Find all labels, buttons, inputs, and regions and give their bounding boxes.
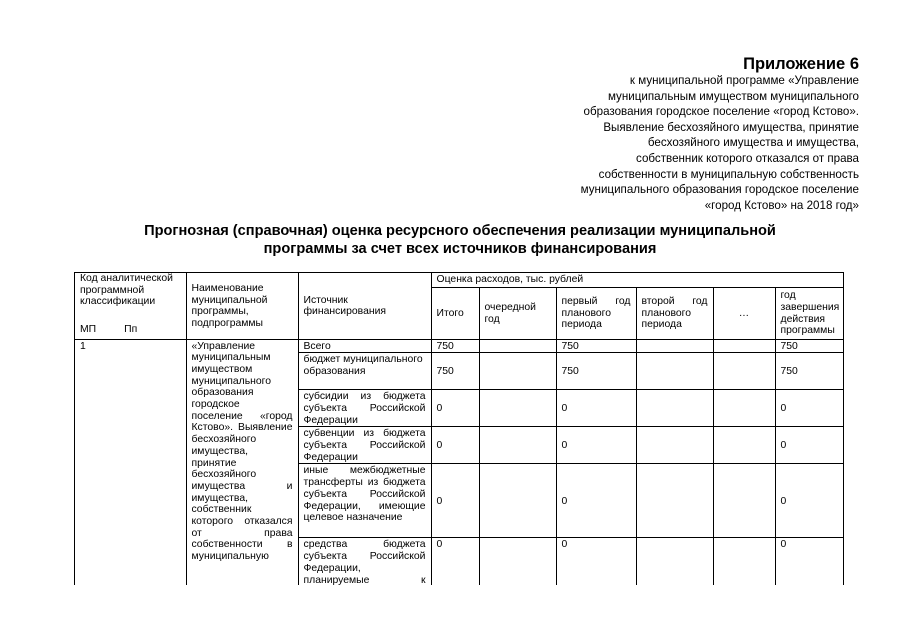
header-second-year: второй год планового периода [636,287,713,339]
value-second-year [636,353,713,390]
header-total: Итого [431,287,479,339]
value-first-year: 750 [556,339,636,353]
row-code: 1 [75,339,186,585]
resource-estimate-table [74,272,844,585]
subtitle-line: Выявление бесхозяйного имущества, принятие [603,120,859,134]
subtitle-line: собственности в муниципальную собственность [598,167,859,181]
value-second-year [636,339,713,353]
value-extra [713,464,775,538]
value-next-year [479,339,556,353]
heading-line: Прогнозная (справочная) оценка ресурсного обеспечения реализации муниципальной [144,223,776,239]
header-code-cell [75,273,186,339]
value-next-year [479,538,556,585]
value-next-year [479,390,556,427]
subtitle-line: к муниципальной программе «Управление [629,74,859,87]
header-next-year: очередной год [479,287,556,339]
value-total: 0 [431,390,479,427]
value-next-year [479,353,556,390]
subtitle-line: муниципального образования городское поселение [580,183,859,197]
value-total: 0 [431,538,479,585]
value-extra [713,339,775,353]
program-name: «Управление муниципальным имуществом муниципального образования городское поселение «город Кстово». Выявление бесхозяйного имущества, принятие бесхозяйного имущества и имущества, собственник которого отказался от права собственности в муниципальную [186,339,298,585]
value-total: 0 [431,464,479,538]
subtitle-line: собственник которого отказался от права [636,151,859,165]
value-next-year [479,464,556,538]
source-cell: субсидии из бюджета субъекта Российской Федерации [298,390,431,427]
appendix-title: Приложение 6 [743,55,859,73]
header-name: Наименование муниципальной программы, подпрограммы [186,273,298,339]
source-cell: Всего [298,339,431,353]
value-next-year [479,427,556,464]
subtitle-line: «город Кстово» на 2018 год» [704,198,859,212]
header-first-year: первый год планового периода [556,287,636,339]
subtitle-line: муниципальным имуществом муниципального [607,89,859,103]
value-final-year: 750 [775,353,843,390]
document-heading [80,222,840,258]
value-extra [713,353,775,390]
source-cell: бюджет муниципального образования [298,353,431,390]
header-source: Источник финансирования [298,273,431,339]
table-row [75,339,843,353]
value-extra [713,390,775,427]
value-final-year: 0 [775,427,843,464]
value-second-year [636,390,713,427]
value-final-year: 0 [775,538,843,585]
source-cell: субвенции из бюджета субъекта Российской Федерации [298,427,431,464]
value-final-year: 750 [775,339,843,353]
value-second-year [636,427,713,464]
source-cell: средства бюджета субъекта Российской Федерации, планируемые к [298,538,431,585]
appendix-subtitle [419,73,859,213]
value-extra [713,538,775,585]
value-second-year [636,464,713,538]
value-first-year: 0 [556,427,636,464]
header-ellipsis: … [713,287,775,339]
value-total: 0 [431,427,479,464]
value-extra [713,427,775,464]
heading-line: программы за счет всех источников финансирования [263,241,657,257]
header-final-year: год завершения действия программы [775,287,843,339]
value-first-year: 750 [556,353,636,390]
value-total: 750 [431,339,479,353]
value-total: 750 [431,353,479,390]
value-final-year: 0 [775,464,843,538]
value-final-year: 0 [775,390,843,427]
subtitle-line: бесхозяйного имущества и имущества, [647,136,859,150]
header-code: Код аналитической программной классификации [80,273,173,308]
subtitle-line: образования городское поселение «город Кстово». [583,105,859,119]
header-estimate: Оценка расходов, тыс. рублей [431,273,843,287]
value-first-year: 0 [556,390,636,427]
value-second-year [636,538,713,585]
header-mp: МП [80,324,97,336]
source-cell: иные межбюджетные трансферты из бюджета субъекта Российской Федерации, имеющие целевое назначение [298,464,431,538]
header-pp: Пп [124,324,138,336]
value-first-year: 0 [556,538,636,585]
value-first-year: 0 [556,464,636,538]
